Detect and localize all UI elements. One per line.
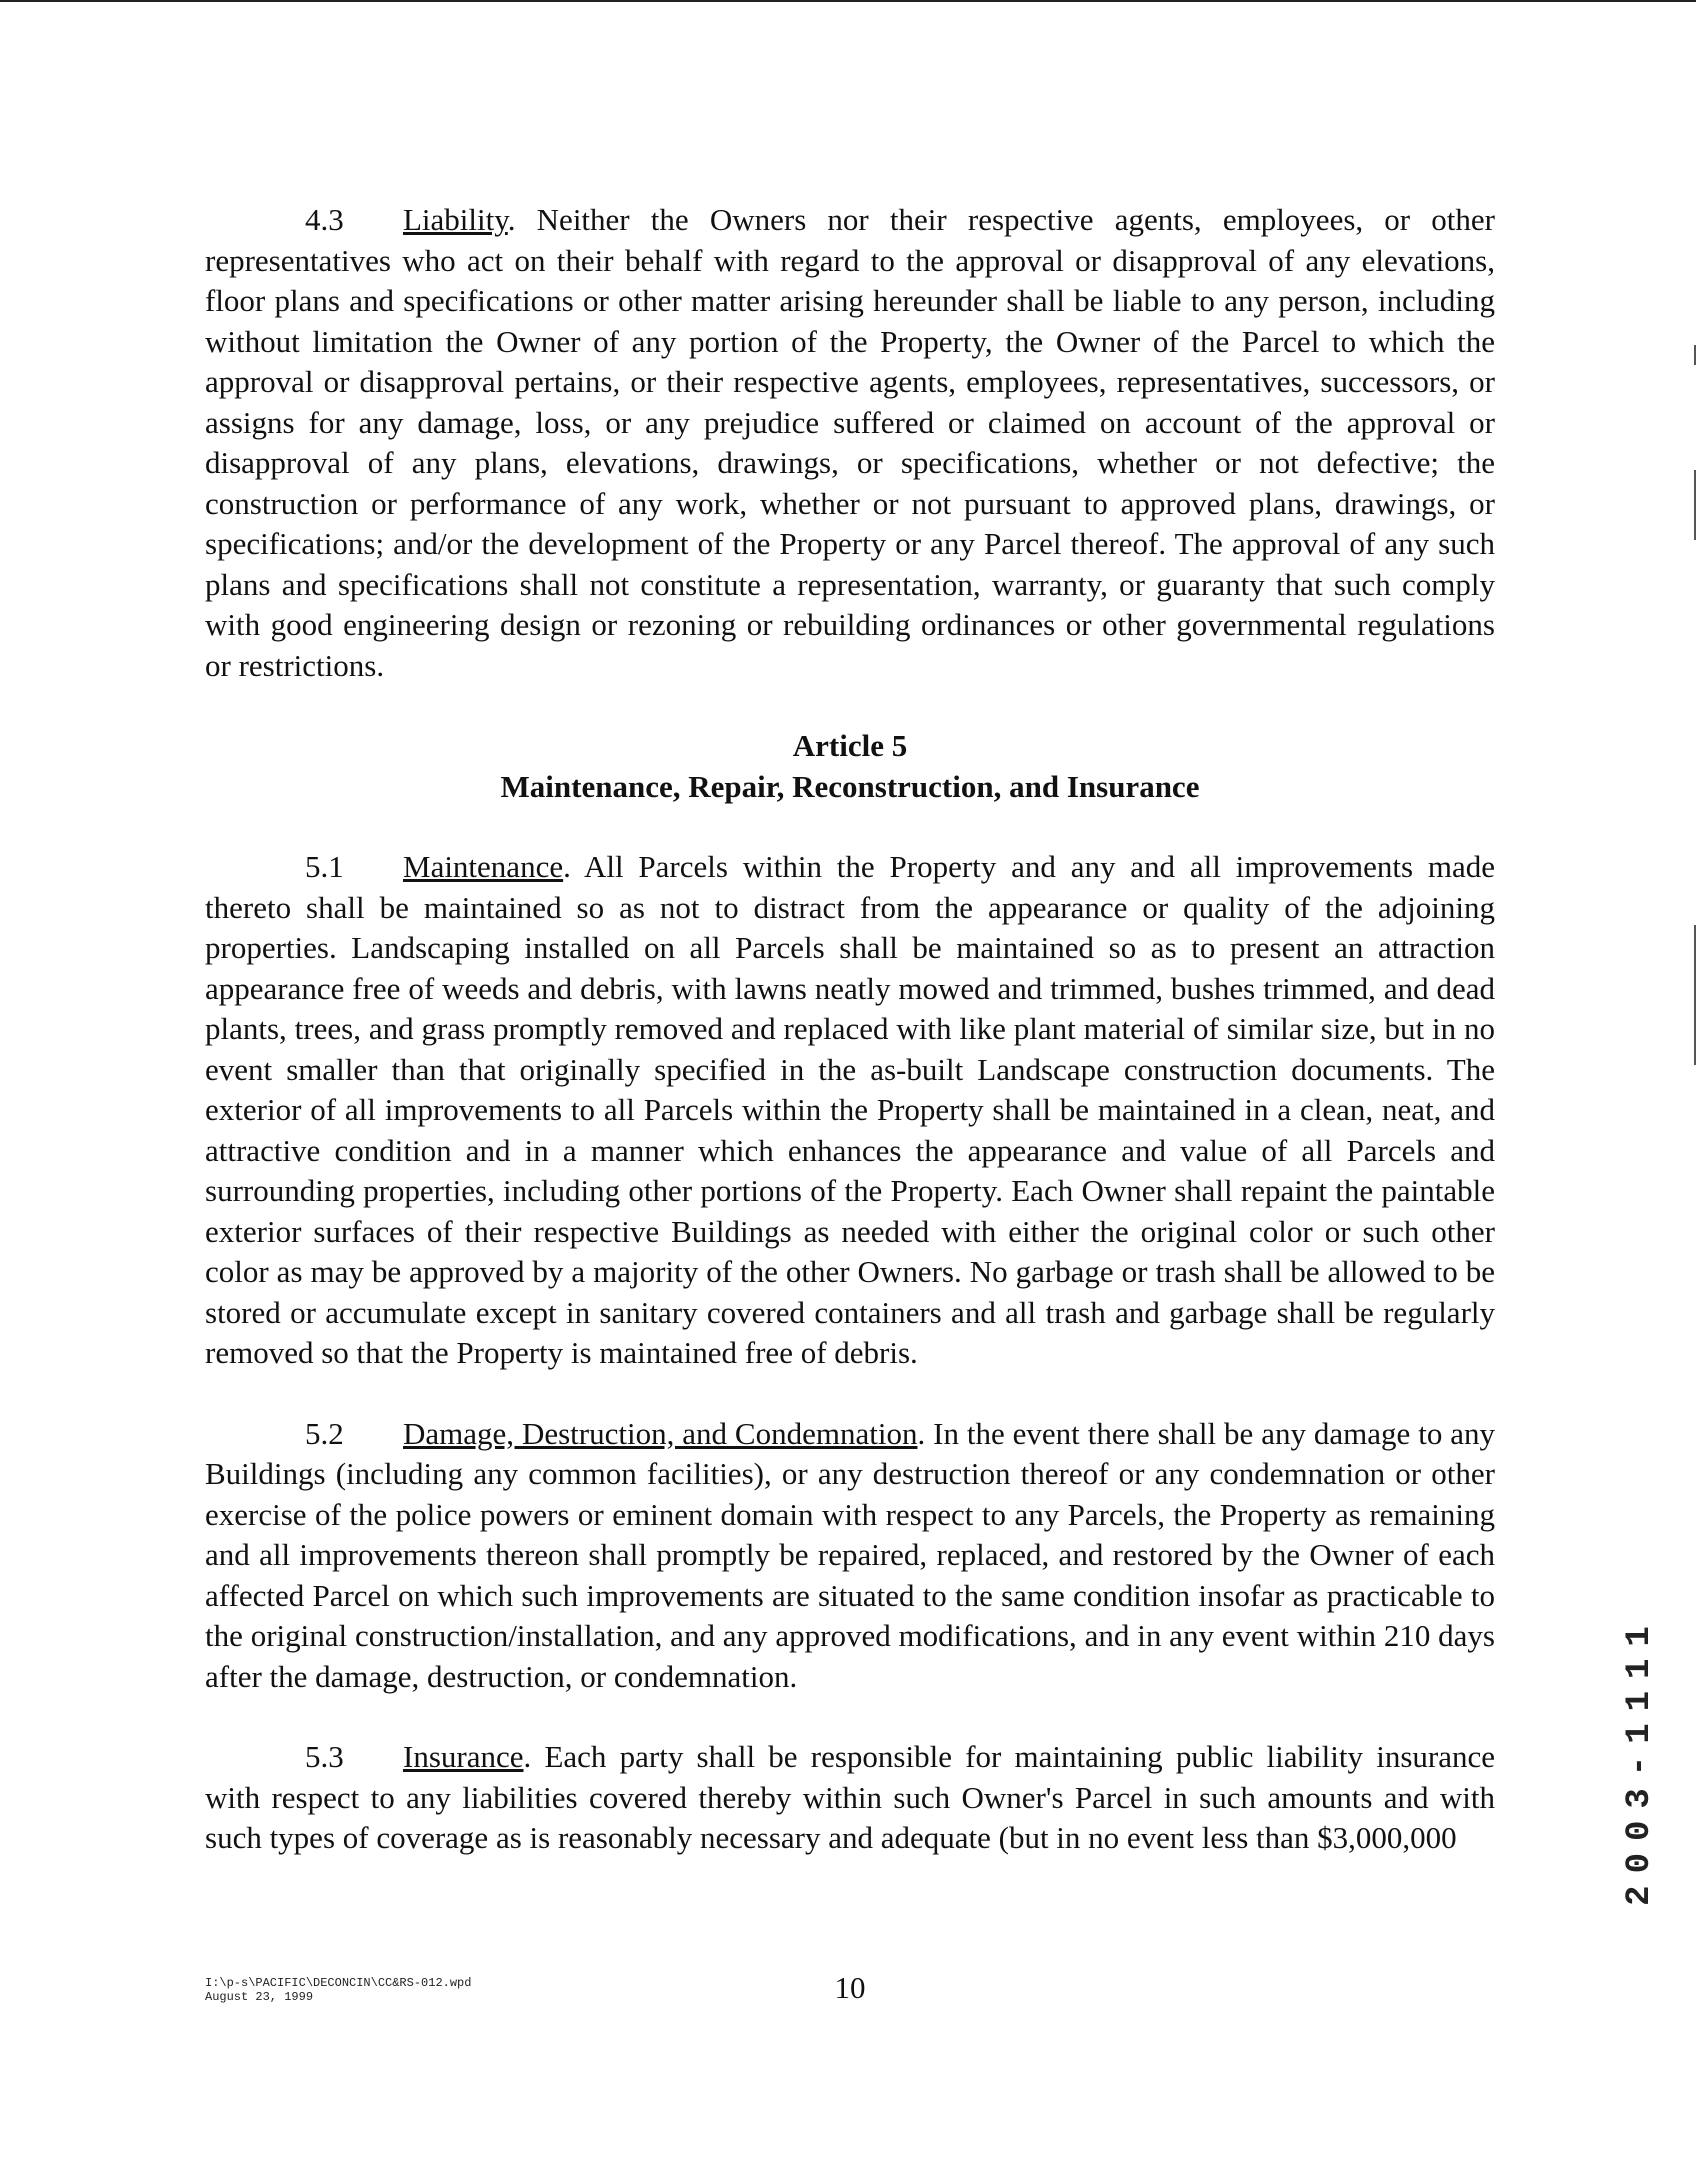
section-number: 5.1 xyxy=(305,849,344,884)
recording-stamp xyxy=(1620,1590,1660,1930)
section-5-2 xyxy=(205,1414,1495,1698)
footer-file-path: I:\p-s\PACIFIC\DECONCIN\CC&RS-012.wpd xyxy=(205,1976,472,1990)
article-title: Maintenance, Repair, Reconstruction, and Insurance xyxy=(500,768,1200,804)
document-body xyxy=(205,200,1495,1859)
section-number: 4.3 xyxy=(305,202,344,237)
section-heading: Liability xyxy=(403,202,508,237)
section-4-3 xyxy=(205,200,1495,686)
section-text: . In the event there shall be any damage to any Buildings (including any common facilities), or any destruction thereof or any condemnation or other exercise of the police powers or eminent domain with respect to any Parcels, the Property as remaining and all improvements thereon shall promptly be repaired, replaced, and restored by the Owner of each affected Parcel on which such improvements are situated to the same condition insofar as practicable to the original construction/installation, and any approved modifications, and in any event within 210 days after the damage, destruction, or condemnation. xyxy=(205,1415,1496,1694)
section-number: 5.2 xyxy=(305,1415,344,1451)
section-number: 5.3 xyxy=(305,1739,344,1774)
section-text: . Neither the Owners nor their respective agents, employees, or other representatives who act on their behalf with regard to the approval or disapproval of any elevations, floor plans and specifications or other matter arising hereunder shall be liable to any person, including without limitation the Owner of any portion of the Property, the Owner of the Parcel to which the approval or disapproval pertains, or their respective agents, employees, representatives, successors, or assigns for any damage, loss, or any prejudice suffered or claimed on account of the approval or disapproval of any plans, elevations, drawings, or specifications, whether or not defective; the construction or performance of any work, whether or not pursuant to approved plans, drawings, or specifications; and/or the development of the Property or any Parcel thereof. The approval of any such plans and specifications shall not constitute a representation, warranty, or guaranty that such comply with good engineering design or rezoning or rebuilding ordinances or other governmental regulations or restrictions. xyxy=(205,202,1495,683)
page-number: 10 xyxy=(834,1970,866,2005)
section-heading: Damage, Destruction, and Condemnation xyxy=(403,1415,918,1451)
section-heading: Insurance xyxy=(403,1739,524,1774)
section-heading: Maintenance xyxy=(403,849,564,884)
footer-file-info xyxy=(205,1976,471,2004)
section-5-1 xyxy=(205,847,1495,1374)
footer-date: August 23, 1999 xyxy=(205,1990,314,2004)
section-text: . Each party shall be responsible for maintaining public liability insurance with respect to any liabilities covered thereby within such Owner's Parcel in such amounts and with such types of coverage as is reasonably necessary and adequate (but in no event less than $3,000,000 xyxy=(205,1739,1495,1855)
section-5-3 xyxy=(205,1737,1495,1859)
article-label: Article 5 xyxy=(792,728,908,763)
section-text: . All Parcels within the Property and any and all improvements made thereto shall be maintained so as not to distract from the appearance or quality of the adjoining properties. Landscaping installed on all Parcels shall be maintained so as to present an attraction appearance free of weeds and debris, with lawns neatly mowed and trimmed, bushes trimmed, and dead plants, trees, and grass promptly removed and replaced with like plant material of similar size, but in no event smaller than that originally specified in the as-built Landscape construction documents. The exterior of all improvements to all Parcels within the Property shall be maintained in a clean, neat, and attractive condition and in a manner which enhances the appearance and value of all Parcels and surrounding properties, including other portions of the Property. Each Owner shall repaint the paintable exterior surfaces of their respective Buildings as needed with either the original color or such other color as may be approved by a majority of the other Owners. No garbage or trash shall be allowed to be stored or accumulate except in sanitary covered containers and all trash and garbage shall be regularly removed so that the Property is maintained free of debris. xyxy=(205,849,1495,1370)
top-edge-rule xyxy=(0,0,1696,2)
recording-stamp-text: 2003-1111 xyxy=(1621,1614,1659,1906)
